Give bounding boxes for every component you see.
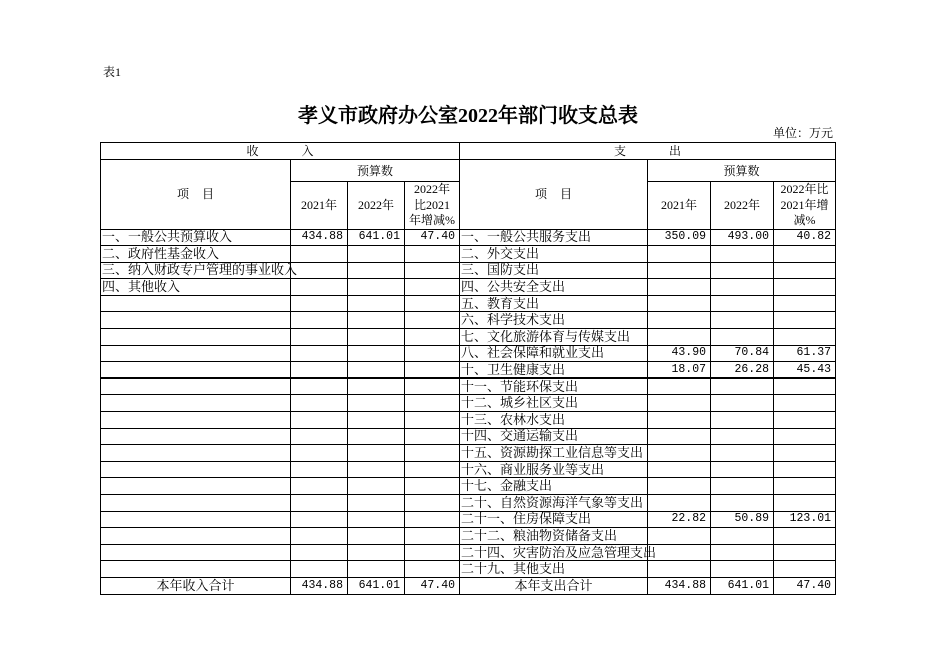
income-change-cell <box>405 295 460 312</box>
expense-change-cell <box>774 378 836 395</box>
income-y2021-cell <box>291 495 348 512</box>
table-row <box>101 378 836 395</box>
expense-y2021-cell <box>648 246 711 263</box>
income-item-cell <box>101 478 291 495</box>
expense-y2022-cell <box>711 295 774 312</box>
income-item-cell <box>101 395 291 412</box>
income-y2022-cell <box>348 412 405 429</box>
expense-item-cell: 十三、农林水支出 <box>460 412 648 429</box>
expense-item-cell: 四、公共安全支出 <box>460 279 648 296</box>
expense-item-cell: 一、一般公共服务支出 <box>460 229 648 246</box>
expense-y2022-cell <box>711 279 774 296</box>
expense-y2021-cell <box>648 312 711 329</box>
income-total-2021: 434.88 <box>291 577 348 594</box>
income-y2022-cell <box>348 528 405 545</box>
expense-item-cell: 七、文化旅游体育与传媒支出 <box>460 329 648 346</box>
expense-y2022-cell: 493.00 <box>711 229 774 246</box>
income-2022-header: 2022年 <box>348 182 405 230</box>
expense-change-cell <box>774 312 836 329</box>
expense-y2021-cell <box>648 478 711 495</box>
expense-y2022-cell: 70.84 <box>711 345 774 362</box>
income-y2021-cell <box>291 312 348 329</box>
income-y2021-cell <box>291 279 348 296</box>
expense-y2021-cell <box>648 445 711 462</box>
income-y2021-cell <box>291 428 348 445</box>
expense-y2022-cell <box>711 561 774 578</box>
expense-change-cell <box>774 445 836 462</box>
expense-change-cell <box>774 279 836 296</box>
income-y2021-cell <box>291 395 348 412</box>
table-row <box>101 445 836 462</box>
income-y2022-cell <box>348 511 405 528</box>
income-y2022-cell <box>348 495 405 512</box>
expense-item-cell: 二十九、其他支出 <box>460 561 648 578</box>
table-number-label: 表1 <box>103 65 122 79</box>
expense-item-cell: 十、卫生健康支出 <box>460 362 648 379</box>
table-row <box>101 528 836 545</box>
income-y2022-cell <box>348 362 405 379</box>
expense-y2022-cell <box>711 395 774 412</box>
income-y2022-cell <box>348 378 405 395</box>
income-item-header: 项 目 <box>101 160 291 230</box>
table-row <box>101 461 836 478</box>
expense-y2022-cell <box>711 262 774 279</box>
income-y2022-cell <box>348 262 405 279</box>
expense-change-cell <box>774 461 836 478</box>
income-y2022-cell <box>348 428 405 445</box>
expense-item-cell: 二十、自然资源海洋气象等支出 <box>460 495 648 512</box>
expense-y2022-cell <box>711 412 774 429</box>
expense-y2021-cell <box>648 461 711 478</box>
expense-y2022-cell <box>711 528 774 545</box>
income-item-cell <box>101 561 291 578</box>
expense-change-cell <box>774 262 836 279</box>
income-change-cell <box>405 495 460 512</box>
income-item-cell: 三、纳入财政专户管理的事业收入 <box>102 262 298 278</box>
budget-summary-table <box>100 142 836 595</box>
expense-y2022-cell: 26.28 <box>711 362 774 379</box>
expense-y2021-cell <box>648 412 711 429</box>
expense-item-cell: 二十四、灾害防治及应急管理支出 <box>461 544 657 560</box>
expense-y2021-cell <box>648 329 711 346</box>
income-change-cell <box>405 329 460 346</box>
income-y2022-cell <box>348 329 405 346</box>
income-total-2022: 641.01 <box>348 577 405 594</box>
income-y2022-cell <box>348 461 405 478</box>
table-row <box>101 362 836 379</box>
table-row <box>101 478 836 495</box>
table-row <box>101 412 836 429</box>
income-y2022-cell <box>348 544 405 561</box>
income-change-cell <box>405 246 460 263</box>
expense-change-cell <box>774 329 836 346</box>
expense-change-cell <box>774 528 836 545</box>
expense-y2021-cell: 18.07 <box>648 362 711 379</box>
table-row <box>101 246 836 263</box>
income-section-header: 收 入 <box>101 143 460 160</box>
income-y2021-cell <box>291 295 348 312</box>
table-row <box>101 511 836 528</box>
income-y2021-cell <box>291 262 348 279</box>
expense-item-cell: 十四、交通运输支出 <box>460 428 648 445</box>
income-y2021-cell <box>291 329 348 346</box>
expense-item-cell: 十一、节能环保支出 <box>460 378 648 395</box>
income-change-cell <box>405 561 460 578</box>
table-total <box>101 577 836 594</box>
income-item-cell <box>101 428 291 445</box>
expense-change-cell <box>774 495 836 512</box>
expense-y2022-cell <box>711 445 774 462</box>
expense-change-header: 2022年比 2021年增 减% <box>774 182 836 230</box>
expense-item-cell: 六、科学技术支出 <box>460 312 648 329</box>
expense-item-cell: 三、国防支出 <box>460 262 648 279</box>
table-row <box>101 395 836 412</box>
income-y2022-cell: 641.01 <box>348 229 405 246</box>
income-y2022-cell <box>348 445 405 462</box>
income-change-cell <box>405 312 460 329</box>
expense-y2021-cell: 22.82 <box>648 511 711 528</box>
expense-item-header: 项 目 <box>460 160 648 230</box>
expense-y2021-cell <box>648 262 711 279</box>
income-item-cell <box>101 495 291 512</box>
income-y2021-cell <box>291 544 348 561</box>
income-y2021-cell: 434.88 <box>291 229 348 246</box>
income-item-cell <box>101 295 291 312</box>
income-item-cell <box>101 544 291 561</box>
income-y2022-cell <box>348 279 405 296</box>
expense-change-cell <box>774 412 836 429</box>
income-item-cell <box>101 378 291 395</box>
expense-total-label: 本年支出合计 <box>460 577 648 594</box>
income-y2022-cell <box>348 295 405 312</box>
income-y2022-cell <box>348 345 405 362</box>
table-row <box>101 428 836 445</box>
income-total-label: 本年收入合计 <box>101 577 291 594</box>
expense-change-cell <box>774 428 836 445</box>
table-row <box>101 495 836 512</box>
header-row-budget <box>101 160 836 182</box>
expense-y2021-cell <box>648 528 711 545</box>
table-row <box>101 312 836 329</box>
expense-item-cell: 二十二、粮油物资储备支出 <box>460 528 648 545</box>
table-row <box>101 229 836 246</box>
expense-y2022-cell: 50.89 <box>711 511 774 528</box>
income-y2022-cell <box>348 561 405 578</box>
income-item-cell <box>101 528 291 545</box>
income-change-header: 2022年 比2021 年增减% <box>405 182 460 230</box>
table-body <box>101 229 836 577</box>
income-budget-header: 预算数 <box>291 160 460 182</box>
income-y2021-cell <box>291 461 348 478</box>
unit-label: 单位：万元 <box>772 126 833 140</box>
expense-item-cell: 十七、金融支出 <box>460 478 648 495</box>
expense-change-cell: 40.82 <box>774 229 836 246</box>
income-y2021-cell <box>291 378 348 395</box>
income-item-cell <box>101 445 291 462</box>
income-y2021-cell <box>291 561 348 578</box>
expense-change-cell: 123.01 <box>774 511 836 528</box>
income-item-cell: 一、一般公共预算收入 <box>101 229 291 246</box>
income-y2022-cell <box>348 246 405 263</box>
expense-item-cell: 八、社会保障和就业支出 <box>460 345 648 362</box>
income-change-cell <box>405 428 460 445</box>
income-y2022-cell <box>348 312 405 329</box>
expense-change-cell <box>774 246 836 263</box>
expense-2021-header: 2021年 <box>648 182 711 230</box>
income-item-cell: 二、政府性基金收入 <box>101 246 291 263</box>
income-item-cell <box>101 461 291 478</box>
expense-change-cell: 45.43 <box>774 362 836 379</box>
income-y2022-cell <box>348 478 405 495</box>
income-y2021-cell <box>291 345 348 362</box>
income-item-cell <box>101 412 291 429</box>
expense-y2021-cell <box>648 428 711 445</box>
income-y2021-cell <box>291 478 348 495</box>
expense-item-cell: 十六、商业服务业等支出 <box>460 461 648 478</box>
expense-y2021-cell <box>648 295 711 312</box>
expense-budget-header: 预算数 <box>648 160 836 182</box>
table-row <box>101 561 836 578</box>
expense-y2022-cell <box>711 428 774 445</box>
income-y2021-cell <box>291 528 348 545</box>
income-change-cell <box>405 262 460 279</box>
income-change-cell <box>405 461 460 478</box>
income-y2021-cell <box>291 412 348 429</box>
income-change-cell <box>405 345 460 362</box>
expense-item-cell: 五、教育支出 <box>460 295 648 312</box>
income-change-cell <box>405 528 460 545</box>
income-change-cell <box>405 395 460 412</box>
expense-change-cell <box>774 478 836 495</box>
table-row <box>101 544 836 561</box>
expense-item-cell: 二、外交支出 <box>460 246 648 263</box>
expense-y2021-cell <box>648 395 711 412</box>
expense-change-cell <box>774 544 836 561</box>
income-item-cell <box>101 345 291 362</box>
expense-section-header: 支 出 <box>460 143 836 160</box>
expense-y2022-cell <box>711 544 774 561</box>
expense-y2021-cell <box>648 279 711 296</box>
expense-change-cell: 61.37 <box>774 345 836 362</box>
expense-y2021-cell: 350.09 <box>648 229 711 246</box>
expense-item-cell: 十二、城乡社区支出 <box>460 395 648 412</box>
income-y2021-cell <box>291 362 348 379</box>
table-row <box>101 295 836 312</box>
expense-y2022-cell <box>711 312 774 329</box>
expense-y2022-cell <box>711 329 774 346</box>
expense-y2021-cell <box>648 544 711 561</box>
income-item-cell <box>101 312 291 329</box>
expense-y2021-cell <box>648 561 711 578</box>
expense-2022-header: 2022年 <box>711 182 774 230</box>
income-y2022-cell <box>348 395 405 412</box>
table-row <box>101 329 836 346</box>
expense-item-cell: 二十一、住房保障支出 <box>460 511 648 528</box>
table-row <box>101 262 836 279</box>
income-item-cell <box>101 329 291 346</box>
expense-total-change: 47.40 <box>774 577 836 594</box>
expense-y2022-cell <box>711 378 774 395</box>
expense-y2021-cell: 43.90 <box>648 345 711 362</box>
income-item-cell <box>101 511 291 528</box>
table-row <box>101 279 836 296</box>
total-row <box>101 577 836 594</box>
income-2021-header: 2021年 <box>291 182 348 230</box>
expense-y2022-cell <box>711 478 774 495</box>
income-change-cell <box>405 445 460 462</box>
expense-change-cell <box>774 395 836 412</box>
income-change-cell: 47.40 <box>405 229 460 246</box>
income-total-change: 47.40 <box>405 577 460 594</box>
header-row-sections <box>101 143 836 160</box>
expense-y2021-cell <box>648 495 711 512</box>
income-change-cell <box>405 478 460 495</box>
income-y2021-cell <box>291 445 348 462</box>
income-change-cell <box>405 412 460 429</box>
page-title: 孝义市政府办公室2022年部门收支总表 <box>298 105 638 127</box>
table-row <box>101 345 836 362</box>
income-y2021-cell <box>291 246 348 263</box>
expense-change-cell <box>774 561 836 578</box>
income-item-cell: 四、其他收入 <box>101 279 291 296</box>
expense-y2021-cell <box>648 378 711 395</box>
expense-y2022-cell <box>711 495 774 512</box>
expense-y2022-cell <box>711 246 774 263</box>
expense-item-cell: 十五、资源勘探工业信息等支出 <box>460 445 648 462</box>
income-change-cell <box>405 279 460 296</box>
income-change-cell <box>405 378 460 395</box>
income-change-cell <box>405 362 460 379</box>
income-change-cell <box>405 544 460 561</box>
expense-total-2022: 641.01 <box>711 577 774 594</box>
income-item-cell <box>101 362 291 379</box>
expense-change-cell <box>774 295 836 312</box>
expense-total-2021: 434.88 <box>648 577 711 594</box>
expense-y2022-cell <box>711 461 774 478</box>
income-change-cell <box>405 511 460 528</box>
income-y2021-cell <box>291 511 348 528</box>
